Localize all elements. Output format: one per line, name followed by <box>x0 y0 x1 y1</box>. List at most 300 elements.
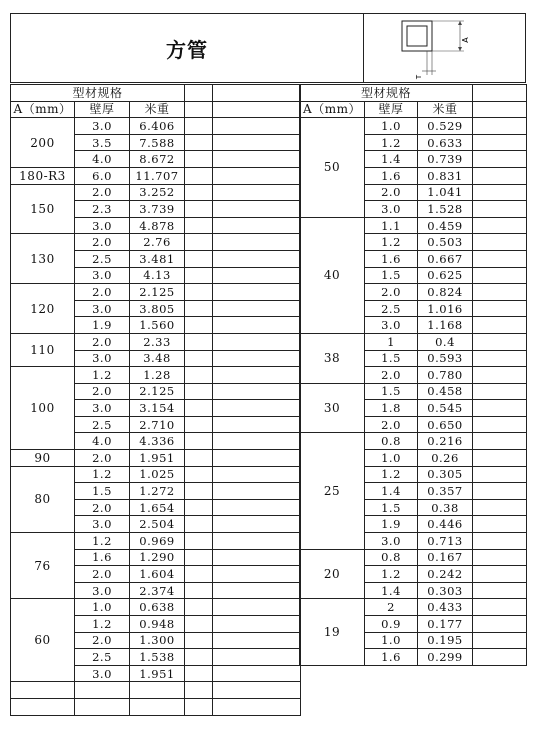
size-cell: 100 <box>11 367 75 450</box>
table-row <box>300 549 527 566</box>
thickness-cell: 2.3 <box>75 201 130 218</box>
thickness-cell: 3.0 <box>75 350 130 367</box>
blank-cell <box>473 300 527 317</box>
blank-cell <box>213 516 301 533</box>
blank-cell <box>473 101 527 118</box>
size-cell: 90 <box>11 450 75 467</box>
weight-cell: 1.604 <box>130 566 185 583</box>
blank-cell <box>130 698 185 715</box>
blank-cell <box>213 400 301 417</box>
table-row <box>300 599 527 616</box>
blank-cell <box>185 101 213 118</box>
thickness-cell: 2.0 <box>75 499 130 516</box>
table-row <box>11 450 301 467</box>
weight-cell: 2.125 <box>130 284 185 301</box>
blank-cell <box>185 665 213 682</box>
blank-cell <box>473 632 527 649</box>
blank-cell <box>473 317 527 334</box>
weight-cell: 1.560 <box>130 317 185 334</box>
blank-cell <box>185 217 213 234</box>
size-cell: 76 <box>11 533 75 599</box>
thickness-cell: 1.4 <box>365 582 418 599</box>
blank-cell <box>473 549 527 566</box>
thickness-cell: 2.0 <box>75 383 130 400</box>
thickness-cell: 1.9 <box>75 317 130 334</box>
weight-cell: 3.48 <box>130 350 185 367</box>
weight-cell: 3.481 <box>130 250 185 267</box>
blank-cell <box>473 367 527 384</box>
blank-cell <box>473 499 527 516</box>
blank-cell <box>473 167 527 184</box>
weight-cell: 1.538 <box>130 649 185 666</box>
weight-cell: 2.76 <box>130 234 185 251</box>
blank-cell <box>213 367 301 384</box>
blank-cell <box>213 333 301 350</box>
table-row <box>11 118 301 135</box>
table-row <box>300 217 527 234</box>
weight-cell: 2.33 <box>130 333 185 350</box>
weight-cell: 0.948 <box>130 616 185 633</box>
thickness-cell: 1.2 <box>75 616 130 633</box>
dim-a-label: A <box>461 37 470 43</box>
thickness-cell: 1.5 <box>365 267 418 284</box>
weight-cell: 0.638 <box>130 599 185 616</box>
table-row <box>11 184 301 201</box>
weight-cell: 0.780 <box>418 367 473 384</box>
blank-cell <box>473 333 527 350</box>
column-header-row <box>11 101 301 118</box>
blank-cell <box>473 118 527 135</box>
blank-cell <box>213 250 301 267</box>
weight-cell: 0.650 <box>418 416 473 433</box>
blank-cell <box>185 483 213 500</box>
thickness-cell: 1.4 <box>365 151 418 168</box>
size-cell: 50 <box>300 118 365 218</box>
thickness-cell: 3.0 <box>75 582 130 599</box>
weight-cell: 3.739 <box>130 201 185 218</box>
weight-cell: 0.216 <box>418 433 473 450</box>
blank-cell <box>11 682 75 699</box>
weight-cell: 7.588 <box>130 134 185 151</box>
blank-cell <box>213 383 301 400</box>
thickness-cell: 1.2 <box>75 466 130 483</box>
weight-cell: 0.305 <box>418 466 473 483</box>
weight-cell: 1.951 <box>130 665 185 682</box>
blank-cell <box>473 533 527 550</box>
blank-cell <box>213 499 301 516</box>
blank-cell <box>185 118 213 135</box>
size-cell: 30 <box>300 383 365 433</box>
thickness-cell: 2.5 <box>75 649 130 666</box>
thickness-cell: 4.0 <box>75 433 130 450</box>
blank-cell <box>213 234 301 251</box>
blank-cell <box>213 167 301 184</box>
thickness-cell: 2.5 <box>75 416 130 433</box>
weight-cell: 1.951 <box>130 450 185 467</box>
blank-cell <box>213 649 301 666</box>
a-column-header: A（mm） <box>300 101 365 118</box>
header-row <box>300 85 527 102</box>
weight-cell: 0.458 <box>418 383 473 400</box>
weight-cell: 1.290 <box>130 549 185 566</box>
size-cell: 60 <box>11 599 75 682</box>
thickness-cell: 1.1 <box>365 217 418 234</box>
weight-cell: 0.459 <box>418 217 473 234</box>
weight-cell: 4.336 <box>130 433 185 450</box>
thickness-cell: 3.0 <box>75 516 130 533</box>
size-cell: 120 <box>11 284 75 334</box>
blank-cell <box>185 533 213 550</box>
thickness-cell: 1.2 <box>365 134 418 151</box>
thickness-cell: 1.2 <box>365 234 418 251</box>
empty-row <box>11 698 301 715</box>
size-cell: 80 <box>11 466 75 532</box>
size-cell: 130 <box>11 234 75 284</box>
thickness-cell: 1.6 <box>365 250 418 267</box>
blank-cell <box>185 85 213 102</box>
group-header: 型材规格 <box>11 85 185 102</box>
blank-cell <box>213 599 301 616</box>
blank-cell <box>213 433 301 450</box>
blank-cell <box>185 466 213 483</box>
thickness-cell: 1.5 <box>365 383 418 400</box>
blank-cell <box>473 134 527 151</box>
blank-cell <box>473 350 527 367</box>
weight-cell: 0.831 <box>418 167 473 184</box>
thickness-cell: 2.5 <box>75 250 130 267</box>
thickness-cell: 1.0 <box>365 118 418 135</box>
blank-cell <box>185 284 213 301</box>
table-row <box>300 333 527 350</box>
blank-cell <box>213 300 301 317</box>
blank-cell <box>185 151 213 168</box>
thickness-cell: 2.0 <box>75 632 130 649</box>
weight-cell: 3.805 <box>130 300 185 317</box>
blank-cell <box>185 367 213 384</box>
weight-cell: 0.303 <box>418 582 473 599</box>
blank-cell <box>185 134 213 151</box>
blank-cell <box>473 217 527 234</box>
weight-cell: 0.713 <box>418 533 473 550</box>
blank-cell <box>185 383 213 400</box>
weight-cell: 0.242 <box>418 566 473 583</box>
table-row <box>300 118 527 135</box>
blank-cell <box>185 201 213 218</box>
blank-cell <box>213 483 301 500</box>
thickness-cell: 2.0 <box>75 333 130 350</box>
blank-cell <box>185 549 213 566</box>
thickness-cell: 1.8 <box>365 400 418 417</box>
blank-cell <box>185 400 213 417</box>
blank-cell <box>473 566 527 583</box>
weight-column-header: 米重 <box>418 101 473 118</box>
thickness-cell: 6.0 <box>75 167 130 184</box>
weight-cell: 0.167 <box>418 549 473 566</box>
blank-cell <box>213 118 301 135</box>
blank-cell <box>473 284 527 301</box>
blank-cell <box>185 167 213 184</box>
thickness-column-header: 壁厚 <box>365 101 418 118</box>
weight-cell: 1.168 <box>418 317 473 334</box>
weight-cell: 0.824 <box>418 284 473 301</box>
blank-cell <box>213 184 301 201</box>
thickness-cell: 1.0 <box>75 599 130 616</box>
thickness-cell: 3.0 <box>365 533 418 550</box>
blank-cell <box>185 250 213 267</box>
table-row <box>11 234 301 251</box>
blank-cell <box>213 549 301 566</box>
weight-cell: 0.969 <box>130 533 185 550</box>
thickness-cell: 1.0 <box>365 632 418 649</box>
thickness-cell: 2 <box>365 599 418 616</box>
table-row <box>11 367 301 384</box>
size-cell: 110 <box>11 333 75 366</box>
thickness-cell: 2.0 <box>365 367 418 384</box>
table-row <box>11 333 301 350</box>
dim-t-label: T <box>415 74 423 80</box>
size-cell: 40 <box>300 217 365 333</box>
blank-cell <box>185 433 213 450</box>
a-column-header: A（mm） <box>11 101 75 118</box>
weight-cell: 1.025 <box>130 466 185 483</box>
thickness-cell: 1.6 <box>365 649 418 666</box>
blank-cell <box>185 234 213 251</box>
blank-cell <box>213 616 301 633</box>
weight-cell: 1.016 <box>418 300 473 317</box>
thickness-cell: 3.0 <box>75 300 130 317</box>
blank-cell <box>185 599 213 616</box>
blank-cell <box>213 151 301 168</box>
blank-cell <box>213 698 301 715</box>
thickness-cell: 0.8 <box>365 433 418 450</box>
blank-cell <box>213 533 301 550</box>
blank-cell <box>213 284 301 301</box>
weight-cell: 2.504 <box>130 516 185 533</box>
weight-cell: 0.357 <box>418 483 473 500</box>
blank-cell <box>185 350 213 367</box>
thickness-cell: 2.5 <box>365 300 418 317</box>
blank-cell <box>473 466 527 483</box>
table-row <box>11 599 301 616</box>
thickness-cell: 2.0 <box>75 566 130 583</box>
size-cell: 20 <box>300 549 365 599</box>
blank-cell <box>213 665 301 682</box>
blank-cell <box>185 267 213 284</box>
weight-cell: 0.739 <box>418 151 473 168</box>
thickness-cell: 0.9 <box>365 616 418 633</box>
thickness-cell: 2.0 <box>365 184 418 201</box>
thickness-cell: 3.0 <box>75 118 130 135</box>
empty-row <box>11 682 301 699</box>
weight-cell: 1.528 <box>418 201 473 218</box>
thickness-cell: 2.0 <box>75 284 130 301</box>
column-header-row <box>300 101 527 118</box>
weight-cell: 0.38 <box>418 499 473 516</box>
right-spec-table <box>299 84 527 666</box>
weight-cell: 0.593 <box>418 350 473 367</box>
blank-cell <box>473 250 527 267</box>
blank-cell <box>213 682 301 699</box>
weight-cell: 2.710 <box>130 416 185 433</box>
blank-cell <box>185 450 213 467</box>
blank-cell <box>473 649 527 666</box>
blank-cell <box>213 134 301 151</box>
weight-cell: 3.154 <box>130 400 185 417</box>
blank-cell <box>473 234 527 251</box>
blank-cell <box>473 416 527 433</box>
thickness-cell: 1.2 <box>75 533 130 550</box>
cross-section-diagram <box>363 13 526 83</box>
size-cell: 150 <box>11 184 75 234</box>
weight-cell: 1.272 <box>130 483 185 500</box>
weight-cell: 0.26 <box>418 450 473 467</box>
thickness-cell: 3.0 <box>75 267 130 284</box>
weight-cell: 0.177 <box>418 616 473 633</box>
thickness-column-header: 壁厚 <box>75 101 130 118</box>
blank-cell <box>213 350 301 367</box>
blank-cell <box>185 616 213 633</box>
weight-cell: 1.041 <box>418 184 473 201</box>
blank-cell <box>130 682 185 699</box>
thickness-cell: 1.2 <box>365 466 418 483</box>
blank-cell <box>185 649 213 666</box>
size-cell: 38 <box>300 333 365 383</box>
thickness-cell: 1.6 <box>75 549 130 566</box>
blank-cell <box>473 184 527 201</box>
blank-cell <box>185 317 213 334</box>
group-header: 型材规格 <box>300 85 473 102</box>
weight-cell: 11.707 <box>130 167 185 184</box>
size-cell: 19 <box>300 599 365 665</box>
weight-column-header: 米重 <box>130 101 185 118</box>
thickness-cell: 4.0 <box>75 151 130 168</box>
thickness-cell: 1.5 <box>75 483 130 500</box>
weight-cell: 0.446 <box>418 516 473 533</box>
weight-cell: 2.374 <box>130 582 185 599</box>
weight-cell: 4.13 <box>130 267 185 284</box>
blank-cell <box>185 632 213 649</box>
header-row <box>11 85 301 102</box>
blank-cell <box>473 599 527 616</box>
thickness-cell: 1.0 <box>365 450 418 467</box>
weight-cell: 0.625 <box>418 267 473 284</box>
size-cell: 180-R3 <box>11 167 75 184</box>
thickness-cell: 0.8 <box>365 549 418 566</box>
blank-cell <box>473 85 527 102</box>
blank-cell <box>473 267 527 284</box>
blank-cell <box>213 582 301 599</box>
thickness-cell: 3.5 <box>75 134 130 151</box>
thickness-cell: 2.0 <box>365 284 418 301</box>
blank-cell <box>11 698 75 715</box>
thickness-cell: 3.0 <box>75 665 130 682</box>
page-title: 方管 <box>166 37 208 62</box>
blank-cell <box>213 566 301 583</box>
weight-cell: 4.878 <box>130 217 185 234</box>
weight-cell: 1.654 <box>130 499 185 516</box>
blank-cell <box>185 184 213 201</box>
blank-cell <box>185 582 213 599</box>
blank-cell <box>185 698 213 715</box>
thickness-cell: 1.4 <box>365 483 418 500</box>
blank-cell <box>75 682 130 699</box>
thickness-cell: 1.5 <box>365 350 418 367</box>
weight-cell: 0.529 <box>418 118 473 135</box>
thickness-cell: 1.2 <box>365 566 418 583</box>
blank-cell <box>185 516 213 533</box>
blank-cell <box>213 632 301 649</box>
blank-cell <box>473 450 527 467</box>
table-row <box>11 284 301 301</box>
sheet-header <box>10 13 526 83</box>
blank-cell <box>185 300 213 317</box>
weight-cell: 0.633 <box>418 134 473 151</box>
blank-cell <box>213 267 301 284</box>
blank-cell <box>213 466 301 483</box>
blank-cell <box>185 566 213 583</box>
table-row <box>11 167 301 184</box>
weight-cell: 0.503 <box>418 234 473 251</box>
thickness-cell: 1.9 <box>365 516 418 533</box>
blank-cell <box>185 416 213 433</box>
thickness-cell: 3.0 <box>365 201 418 218</box>
thickness-cell: 3.0 <box>75 217 130 234</box>
blank-cell <box>213 450 301 467</box>
weight-cell: 2.125 <box>130 383 185 400</box>
thickness-cell: 2.0 <box>75 184 130 201</box>
thickness-cell: 2.0 <box>75 234 130 251</box>
blank-cell <box>473 516 527 533</box>
thickness-cell: 3.0 <box>75 400 130 417</box>
blank-cell <box>213 101 301 118</box>
weight-cell: 0.195 <box>418 632 473 649</box>
blank-cell <box>473 483 527 500</box>
weight-cell: 0.545 <box>418 400 473 417</box>
thickness-cell: 2.0 <box>365 416 418 433</box>
blank-cell <box>213 416 301 433</box>
table-row <box>11 466 301 483</box>
weight-cell: 0.299 <box>418 649 473 666</box>
square-tube-diagram <box>364 13 527 83</box>
blank-cell <box>185 682 213 699</box>
thickness-cell: 1.2 <box>75 367 130 384</box>
blank-cell <box>185 333 213 350</box>
thickness-cell: 1 <box>365 333 418 350</box>
table-row <box>300 433 527 450</box>
blank-cell <box>473 400 527 417</box>
thickness-cell: 1.6 <box>365 167 418 184</box>
weight-cell: 0.667 <box>418 250 473 267</box>
weight-cell: 0.433 <box>418 599 473 616</box>
weight-cell: 3.252 <box>130 184 185 201</box>
blank-cell <box>473 582 527 599</box>
blank-cell <box>185 499 213 516</box>
blank-cell <box>473 201 527 218</box>
weight-cell: 1.300 <box>130 632 185 649</box>
blank-cell <box>213 217 301 234</box>
blank-cell <box>473 383 527 400</box>
blank-cell <box>473 616 527 633</box>
blank-cell <box>473 151 527 168</box>
blank-cell <box>75 698 130 715</box>
blank-cell <box>473 433 527 450</box>
thickness-cell: 2.0 <box>75 450 130 467</box>
blank-cell <box>213 201 301 218</box>
thickness-cell: 3.0 <box>365 317 418 334</box>
left-spec-table <box>10 84 301 716</box>
weight-cell: 1.28 <box>130 367 185 384</box>
table-row <box>300 383 527 400</box>
